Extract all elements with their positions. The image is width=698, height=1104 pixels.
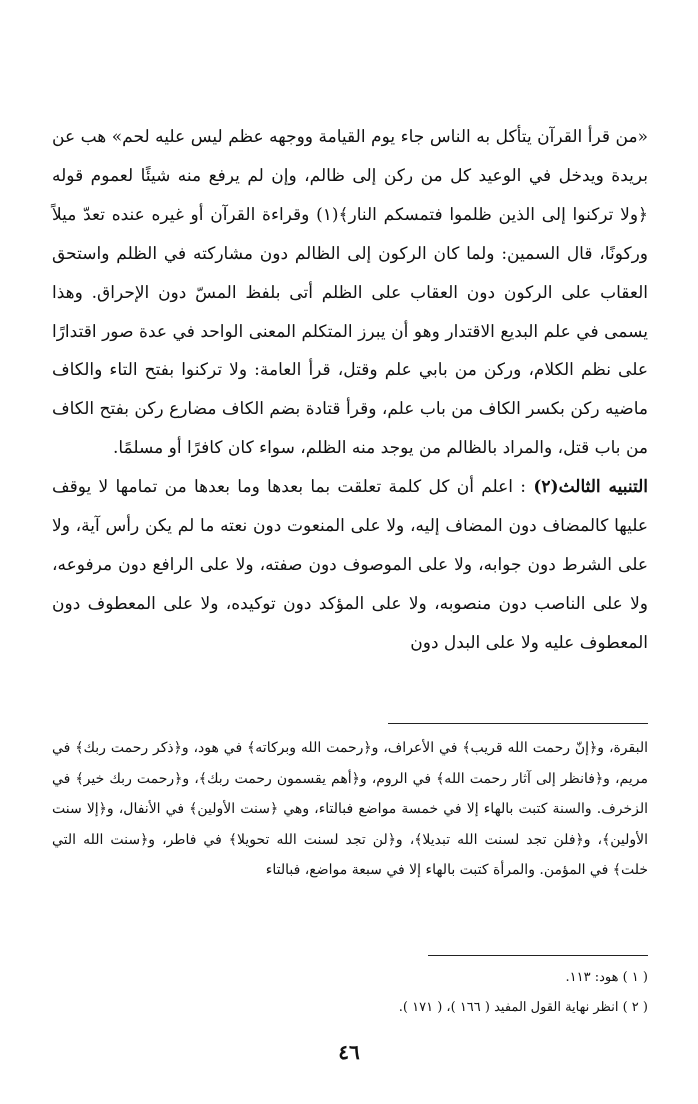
references-separator — [428, 955, 648, 956]
references — [52, 963, 648, 1023]
section-heading: التنبيه الثالث(٢) — [533, 477, 648, 498]
reference-item: ( ١ ) هود: ١١٣. — [565, 970, 648, 985]
footnote-continuation — [52, 733, 648, 886]
footnote-separator — [388, 723, 648, 724]
reference-item: ( ٢ ) انظر نهاية القول المفيد ( ١٦٦ )، ( ١٧١ ). — [398, 1000, 648, 1015]
page-number: ٤٦ — [338, 1040, 360, 1064]
main-text — [52, 118, 648, 663]
paragraph-2-body: : اعلم أن كل كلمة تعلقت بما بعدها وما بعدها من تمامها لا يوقف عليها كالمضاف دون المضاف إليه، ولا على المنعوت دون نعته ما لم يكن رأس آية، ولا على الشرط دون جوابه، ولا على الموصوف دون صفته، ولا على الرافع دون مرفوعه، ولا على الناصب دون منصوبه، ولا على المؤكد دون توكيده، ولا على المعطوف دون المعطوف عليه ولا على البدل دون — [52, 477, 648, 653]
footnote-paragraph: البقرة، و﴿إنّ رحمت الله قريب﴾ في الأعراف، و﴿رحمت الله وبركاته﴾ في هود، و﴿ذكر رحمت ربك﴾ في مريم، و﴿فانظر إلى آثار رحمت الله﴾ في الروم، و﴿أهم يقسمون رحمت ربك﴾، و﴿رحمت ربك خير﴾ في الزخرف. والسنة كتبت بالهاء إلا في خمسة مواضع فبالتاء، وهي ﴿سنت الأولين﴾ في الأنفال، و﴿إلا سنت الأولين﴾، و﴿فلن تجد لسنت الله تبديلا﴾، و﴿لن تجد لسنت الله تحويلا﴾ في فاطر، و﴿سنت الله التي خلت﴾ في المؤمن. والمرأة كتبت بالهاء إلا في سبعة مواضع، فبالتاء — [52, 740, 648, 879]
paragraph-2 — [52, 468, 648, 663]
paragraph-1: «من قرأ القرآن يتأكل به الناس جاء يوم القيامة ووجهه عظم ليس عليه لحم» هب عن بريدة ويدخل في الوعيد كل من ركن إلى ظالم، وإن لم يرفع منه شيئًا لعموم قوله ﴿ولا تركنوا إلى الذين ظلموا فتمسكم النار﴾(١) وقراءة القرآن أو غيره عنده تعدّ ميلاً وركونًا، قال السمين: ولما كان الركون إلى الظالم دون مشاركته في الظلم واستحق العقاب على الركون دون العقاب على الظلم أتى بلفظ المسّ دون الإحراق. وهذا يسمى في علم البديع الاقتدار وهو أن يبرز المتكلم المعنى الواحد في عدة صور اقتدارًا على نظم الكلام، وركن من بابي علم وقتل، قرأ العامة: ولا تركنوا بفتح التاء والكاف ماضيه ركن بكسر الكاف من باب علم، وقرأ قتادة بضم الكاف مضارع ركن بفتح الكاف من باب قتل، والمراد بالظالم من يوجد منه الظلم، سواء كان كافرًا أو مسلمًا. — [52, 127, 648, 459]
